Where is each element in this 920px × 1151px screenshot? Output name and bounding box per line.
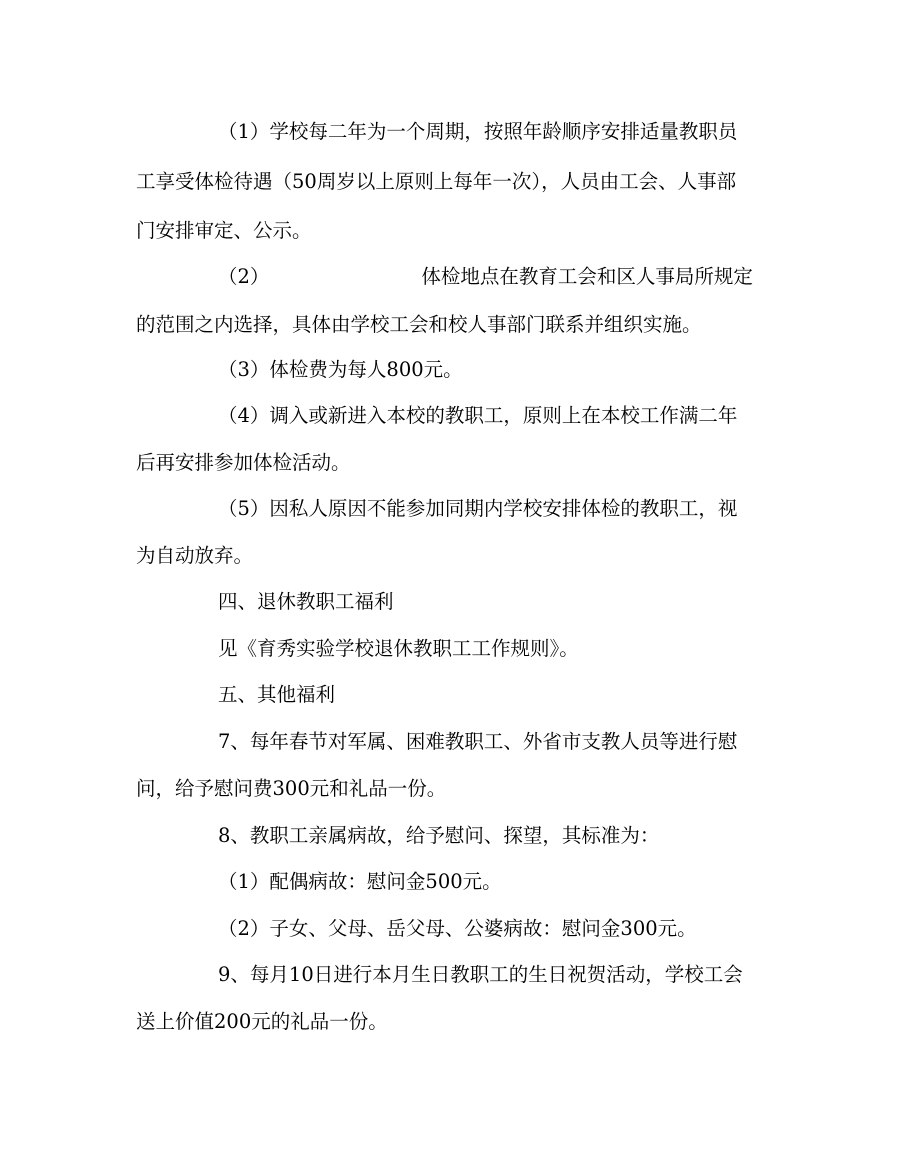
paragraph-line: 门安排审定、公示。 <box>136 219 312 242</box>
paragraph-line: （3）体检费为每人800元。 <box>218 358 463 381</box>
section-heading: 四、退休教职工福利 <box>218 590 394 613</box>
section-heading: 五、其他福利 <box>218 683 336 706</box>
paragraph-text: 体检地点在教育工会和区人事局所规定 <box>421 265 753 288</box>
paragraph-line: 送上价值200元的礼品一份。 <box>136 1010 388 1033</box>
paragraph-line <box>218 265 753 289</box>
paragraph-line: （1）学校每二年为一个周期，按照年龄顺序安排适量教职员 <box>218 120 738 143</box>
paragraph-line: （2）子女、父母、岳父母、公婆病故：慰问金300元。 <box>218 917 697 940</box>
paragraph-line: （1）配偶病故：慰问金500元。 <box>218 870 502 893</box>
paragraph-line: 为自动放弃。 <box>136 544 254 567</box>
paragraph-line: （5）因私人原因不能参加同期内学校安排体检的教职工，视 <box>218 497 738 520</box>
paragraph-line: 后再安排参加体检活动。 <box>136 451 351 474</box>
paragraph-line: 9、每月10日进行本月生日教职工的生日祝贺活动，学校工会 <box>218 963 743 986</box>
paragraph-line: 问，给予慰问费300元和礼品一份。 <box>136 777 447 800</box>
paragraph-number: （2） <box>218 265 270 288</box>
paragraph-line: （4）调入或新进入本校的教职工，原则上在本校工作满二年 <box>218 404 738 427</box>
paragraph-line: 7、每年春节对军属、困难教职工、外省市支教人员等进行慰 <box>218 730 738 753</box>
paragraph-line: 的范围之内选择，具体由学校工会和校人事部门联系并组织实施。 <box>136 313 702 336</box>
paragraph-line: 工享受体检待遇（50周岁以上原则上每年一次），人员由工会、人事部 <box>136 170 737 193</box>
paragraph-line: 8、教职工亲属病故，给予慰问、探望，其标准为： <box>218 824 660 847</box>
paragraph-line: 见《育秀实验学校退休教职工工作规则》。 <box>218 637 579 660</box>
